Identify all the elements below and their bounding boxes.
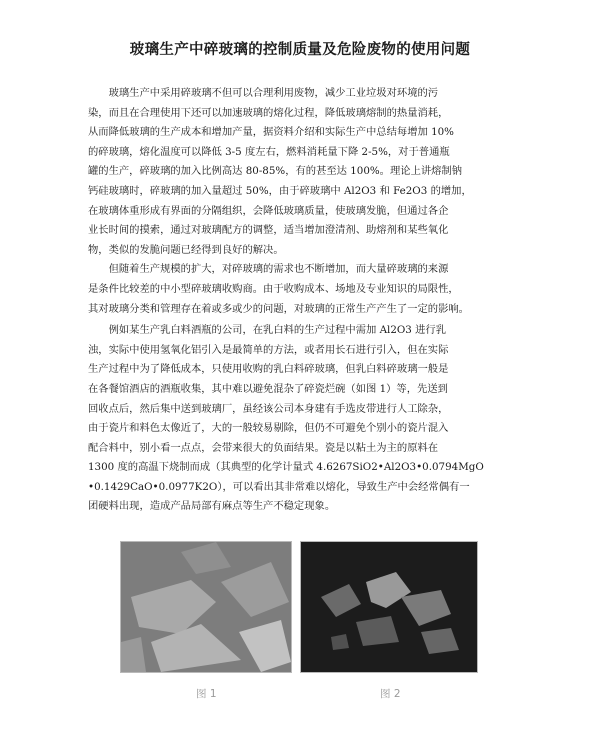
text-line: 在玻璃体重形成有界面的分隔组织，会降低玻璃质量，使玻璃发脆，但通过各企 [88,204,449,217]
text-line: 是条件比较差的中小型碎玻璃收购商。由于收购成本、场地及专业知识的局限性， [88,282,459,295]
text-line: 的碎玻璃，熔化温度可以降低 3-5 度左右，燃料消耗量下降 2-5%，对于普通瓶 [88,145,450,158]
text-line: 罐的生产，碎玻璃的加入比例高达 80-85%，有的甚至达 100%。理论上讲熔制钠 [88,165,463,178]
text-line: 钙硅玻璃时，碎玻璃的加入量超过 50%，由于碎玻璃中 Al2O3 和 Fe2O3 的增加， [88,184,472,197]
text-line: 但随着生产规模的扩大，对碎玻璃的需求也不断增加，而大量碎玻璃的来源 [88,263,449,276]
body-text [88,84,526,517]
text-line: 物，类似的发脆问题已经得到良好的解决。 [88,243,284,256]
figure-1-caption: 图 1 [196,688,217,700]
paragraph-2 [88,260,526,319]
text-line: 配合料中，别小看一点点，会带来很大的负面结果。瓷是以粘土为主的原料在 [88,441,439,454]
text-line: 染，而且在合理使用下还可以加速玻璃的熔化过程，降低玻璃熔制的热量消耗， [88,106,449,119]
document-title: 玻璃生产中碎玻璃的控制质量及危险废物的使用问题 [129,41,471,58]
text-line: 其对玻璃分类和管理存在着或多或少的问题，对玻璃的正常生产产生了一定的影响。 [88,302,469,315]
text-line: •0.1429CaO•0.0977K2O），可以看出其非常难以熔化，导致生产中会经常偶有一 [88,480,470,493]
figure-2-photo [300,541,478,673]
text-line: 在各餐馆酒店的酒瓶收集，其中难以避免混杂了碎瓷烂碗（如图 1）等，先送到 [88,382,448,395]
text-line: 生产过程中为了降低成本，只使用收购的乳白料碎玻璃，但乳白料碎玻璃一般是 [88,363,449,376]
text-line: 例如某生产乳白料酒瓶的公司，在乳白料的生产过程中需加 Al2O3 进行乳 [88,324,447,337]
text-line: 玻璃生产中采用碎玻璃不但可以合理利用废物，减少工业垃圾对环境的污 [88,87,439,99]
text-line: 由于瓷片和料色太像近了，大的一般较易剔除，但仍不可避免个别小的瓷片混入 [88,422,449,435]
figure-2-caption: 图 2 [380,688,401,700]
text-line: 团硬料出现，造成产品局部有麻点等生产不稳定现象。 [88,500,336,513]
paragraph-3 [88,321,526,517]
paragraph-1 [88,84,526,260]
text-line: 业长时间的摸索，通过对玻璃配方的调整，适当增加澄清剂、助熔剂和某些氧化 [88,224,449,237]
text-line: 1300 度的高温下烧制而成（其典型的化学计量式 4.6267SiO2•Al2O3•0.0794MgO [88,461,484,474]
figure-1-photo [120,541,292,673]
text-line: 从而降低玻璃的生产成本和增加产量，据资料介绍和实际生产中总结每增加 10% [88,126,454,139]
text-line: 回收点后，然后集中送到玻璃厂，虽经该公司本身建有手选皮带进行人工除杂， [88,402,449,415]
text-line: 浊，实际中使用氢氧化铝引入是最简单的方法，或者用长石进行引入，但在实际 [88,343,449,356]
